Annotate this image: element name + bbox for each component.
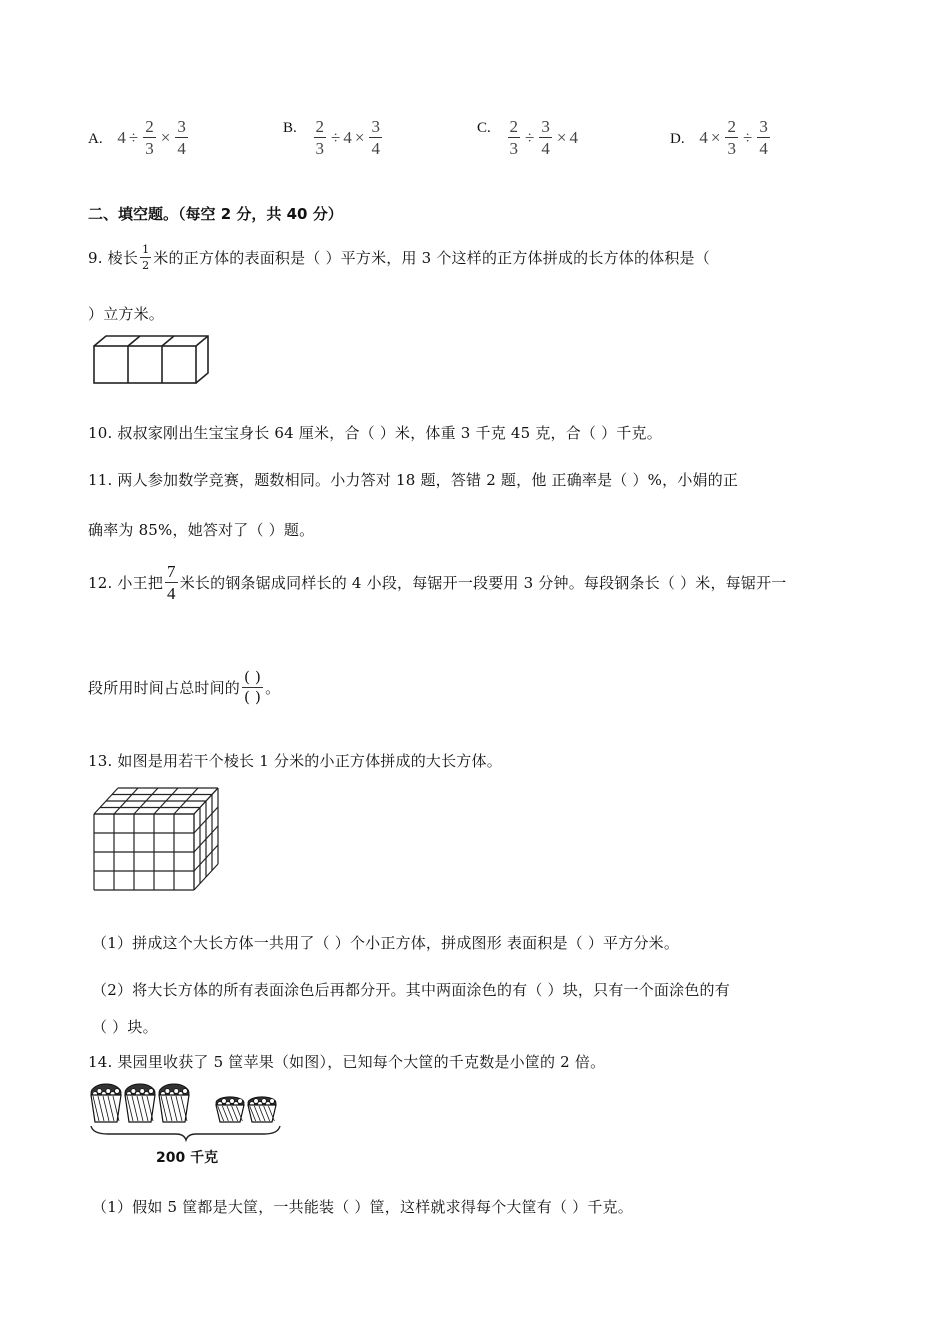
term: 4 xyxy=(569,127,578,147)
operator: × xyxy=(354,127,365,147)
numerator: 2 xyxy=(727,117,736,136)
question-11-line1: 11. 两人参加数学竞赛，题数相同。小力答对 18 题，答错 2 题，他 正确率是（ ）%，小娟的正 xyxy=(88,471,739,489)
fraction xyxy=(143,118,156,157)
option-label: D. xyxy=(670,130,685,147)
question-12-line2 xyxy=(88,670,280,705)
numerator: 2 xyxy=(145,117,154,136)
numerator: 7 xyxy=(167,562,176,581)
fraction xyxy=(175,118,188,157)
option-c xyxy=(477,118,578,157)
question-10: 10. 叔叔家刚出生宝宝身长 64 厘米，合（ ）米，体重 3 千克 45 克，合（ ）千克。 xyxy=(88,424,662,442)
numerator: 1 xyxy=(142,243,150,256)
numerator: 3 xyxy=(371,117,380,136)
section-title: 二、填空题。（每空 2 分，共 40 分） xyxy=(88,205,343,223)
apple-basket-icon xyxy=(91,1084,121,1122)
fraction xyxy=(314,118,327,157)
cuboid-grid-figure xyxy=(92,786,220,894)
fraction xyxy=(140,244,151,271)
question-13-sub2-line2: （ ）块。 xyxy=(92,1018,158,1036)
operator: × xyxy=(160,127,171,147)
option-b-expression xyxy=(312,118,384,157)
numerator: 3 xyxy=(541,117,550,136)
denominator: 2 xyxy=(142,259,150,272)
option-d-expression xyxy=(699,118,771,157)
baskets-total-label: 200 千克 xyxy=(156,1150,219,1166)
term: 4 xyxy=(699,127,708,147)
operator: ÷ xyxy=(742,127,753,147)
fraction xyxy=(369,118,382,157)
numerator-blank[interactable]: ( ) xyxy=(244,668,262,686)
question-13: 13. 如图是用若干个棱长 1 分米的小正方体拼成的大长方体。 xyxy=(88,752,502,770)
question-12-prefix: 12. 小王把 xyxy=(88,574,164,592)
question-9-text: 米的正方体的表面积是（ ）平方米，用 3 个这样的正方体拼成的长方体的体积是（ xyxy=(153,249,710,267)
fraction xyxy=(165,563,178,602)
question-12-line2-text: 段所用时间占总时间的 xyxy=(88,679,241,697)
denominator: 4 xyxy=(759,139,768,158)
question-12-line1 xyxy=(88,563,786,602)
numerator: 2 xyxy=(315,117,325,136)
denominator: 3 xyxy=(145,139,154,158)
apple-basket-icon xyxy=(159,1084,189,1122)
term: 4 xyxy=(343,127,352,147)
denominator: 4 xyxy=(167,584,176,603)
denominator: 3 xyxy=(509,139,519,158)
apple-basket-icon xyxy=(216,1097,244,1122)
option-b xyxy=(283,118,384,157)
denominator: 4 xyxy=(541,139,550,158)
operator: × xyxy=(556,127,567,147)
question-11-line2: 确率为 85%，她答对了（ ）题。 xyxy=(88,521,315,539)
operator: ÷ xyxy=(331,127,341,147)
option-label: B. xyxy=(283,120,297,136)
operator: ÷ xyxy=(525,127,535,147)
operator: × xyxy=(710,127,721,147)
numerator: 3 xyxy=(177,117,186,136)
question-9-line2: ）立方米。 xyxy=(88,305,165,323)
answer-fraction-blank[interactable] xyxy=(242,670,263,705)
question-13-sub2-line1: （2）将大长方体的所有表面涂色后再都分开。其中两面涂色的有（ ）块，只有一个面涂色的有 xyxy=(92,981,730,999)
fraction xyxy=(725,118,738,157)
three-cubes-figure xyxy=(92,334,210,386)
term: 4 xyxy=(117,127,126,147)
option-a xyxy=(88,118,190,157)
question-14-sub1: （1）假如 5 筐都是大筐，一共能装（ ）筐，这样就求得每个大筐有（ ）千克。 xyxy=(92,1198,633,1216)
apple-basket-icon xyxy=(125,1084,155,1122)
apple-baskets-figure xyxy=(88,1082,284,1144)
option-label: C. xyxy=(477,120,491,136)
fraction xyxy=(508,118,521,157)
apple-basket-icon xyxy=(248,1097,276,1122)
question-14: 14. 果园里收获了 5 筐苹果（如图），已知每个大筐的千克数是小筐的 2 倍。 xyxy=(88,1053,606,1071)
fraction xyxy=(539,118,552,157)
option-a-expression xyxy=(117,118,189,157)
question-12-text: 米长的钢条锯成同样长的 4 小段，每锯开一段要用 3 分钟。每段钢条长（ ）米，每锯开一 xyxy=(179,574,787,592)
question-9-line1 xyxy=(88,244,710,271)
numerator: 3 xyxy=(759,117,768,136)
denominator: 4 xyxy=(177,139,186,158)
option-label: A. xyxy=(88,130,103,147)
operator: ÷ xyxy=(128,127,139,147)
option-c-expression xyxy=(506,118,578,157)
fraction xyxy=(757,118,770,157)
denominator-blank[interactable]: ( ) xyxy=(244,688,262,706)
option-d xyxy=(670,118,772,157)
denominator: 3 xyxy=(315,139,325,158)
question-13-sub1: （1）拼成这个大长方体一共用了（ ）个小正方体，拼成图形 表面积是（ ）平方分米。 xyxy=(92,934,680,952)
period: 。 xyxy=(265,679,281,697)
question-9-prefix: 9. 棱长 xyxy=(88,249,139,267)
denominator: 4 xyxy=(371,139,380,158)
numerator: 2 xyxy=(509,117,519,136)
denominator: 3 xyxy=(727,139,736,158)
